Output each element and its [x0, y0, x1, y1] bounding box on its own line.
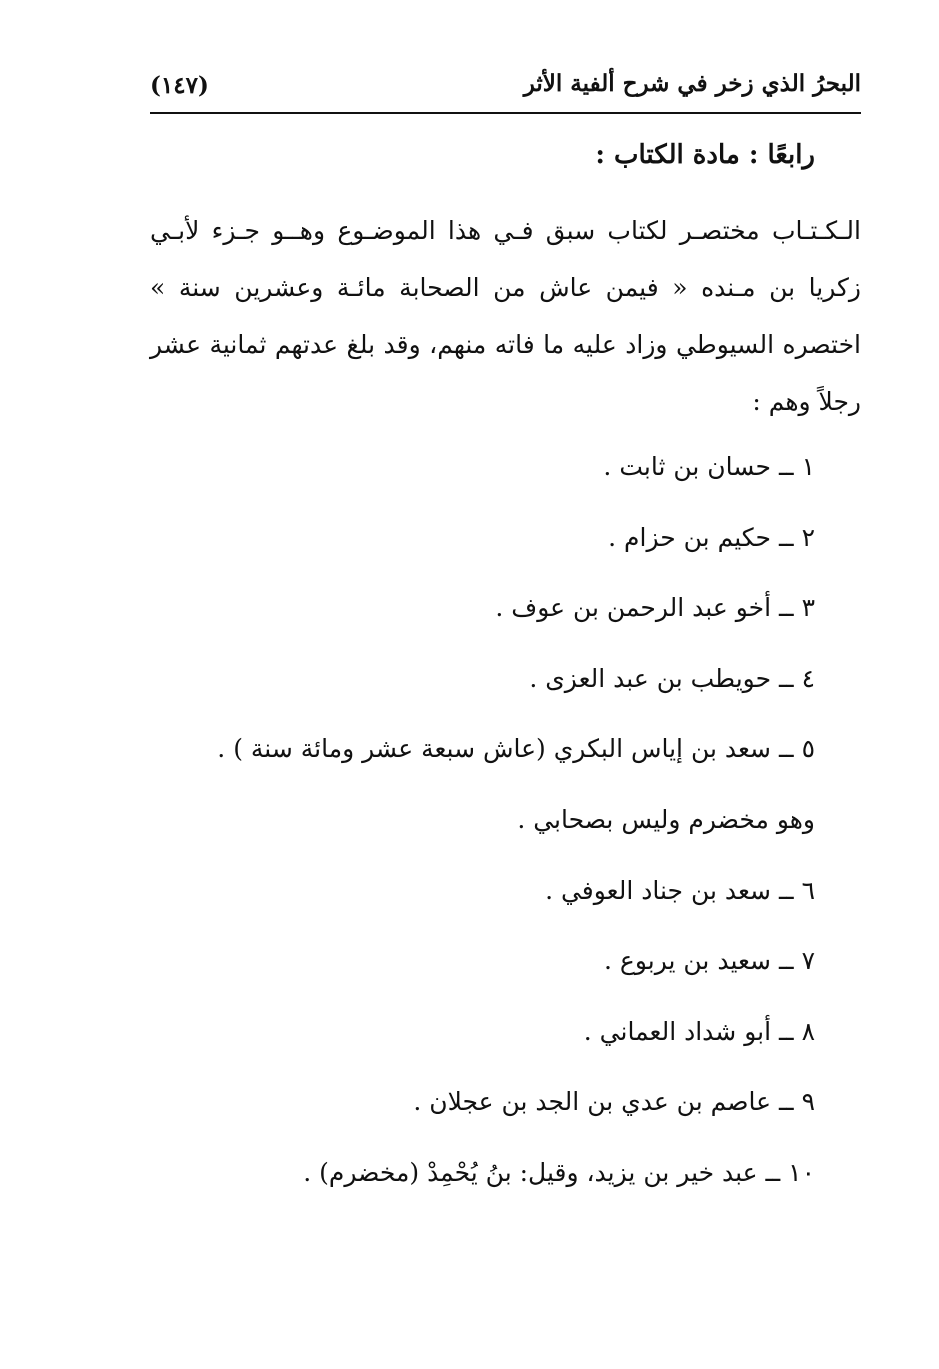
list-item: ١ ــ حسان بن ثابت .	[603, 452, 815, 481]
list-item: ٥ ــ سعد بن إياس البكري (عاش سبعة عشر ومائة سنة ) .	[217, 734, 815, 764]
list-item: ٤ ــ حويطب بن عبد العزى .	[529, 663, 815, 693]
intro-paragraph: الـكـتـاب مختصـر لكتاب سبق فـي هذا الموضـوع وهــو جـزء لأبـي زكريا بن مـنده « فيمن عاش من الصحابة مائـة وعشرين سنة » اختصره السيوطي وزاد عليه ما فاته منهم، وقد بلغ عدتهم ثمانية عشر رجلاً وهم :	[150, 216, 861, 416]
list-item: ٨ ــ أبو شداد العماني .	[583, 1016, 815, 1046]
list-item: ١٠ ــ عبد خير بن يزيد، وقيل: بنُ يُحْمِدْ (مخضرم) .	[303, 1157, 815, 1187]
list-item: ٩ ــ عاصم بن عدي بن الجد بن عجلان .	[413, 1087, 815, 1117]
list-item: ٦ ــ سعد بن جناد العوفي .	[545, 875, 815, 905]
header-rule	[150, 112, 861, 114]
running-title: البحرُ الذي زخر في شرح ألفية الأثر	[523, 70, 861, 97]
page-number: (١٤٧)	[150, 72, 209, 99]
list-item: ٢ ــ حكيم بن حزام .	[608, 522, 815, 552]
list-item: ٧ ــ سعيد بن يربوع .	[604, 946, 815, 976]
section-heading: رابعًا : مادة الكتاب :	[595, 140, 815, 170]
list-item: ٣ ــ أخو عبد الرحمن بن عوف .	[495, 593, 815, 623]
companions-list	[217, 446, 815, 1223]
list-item-note: وهو مخضرم وليس بصحابي .	[517, 804, 815, 834]
